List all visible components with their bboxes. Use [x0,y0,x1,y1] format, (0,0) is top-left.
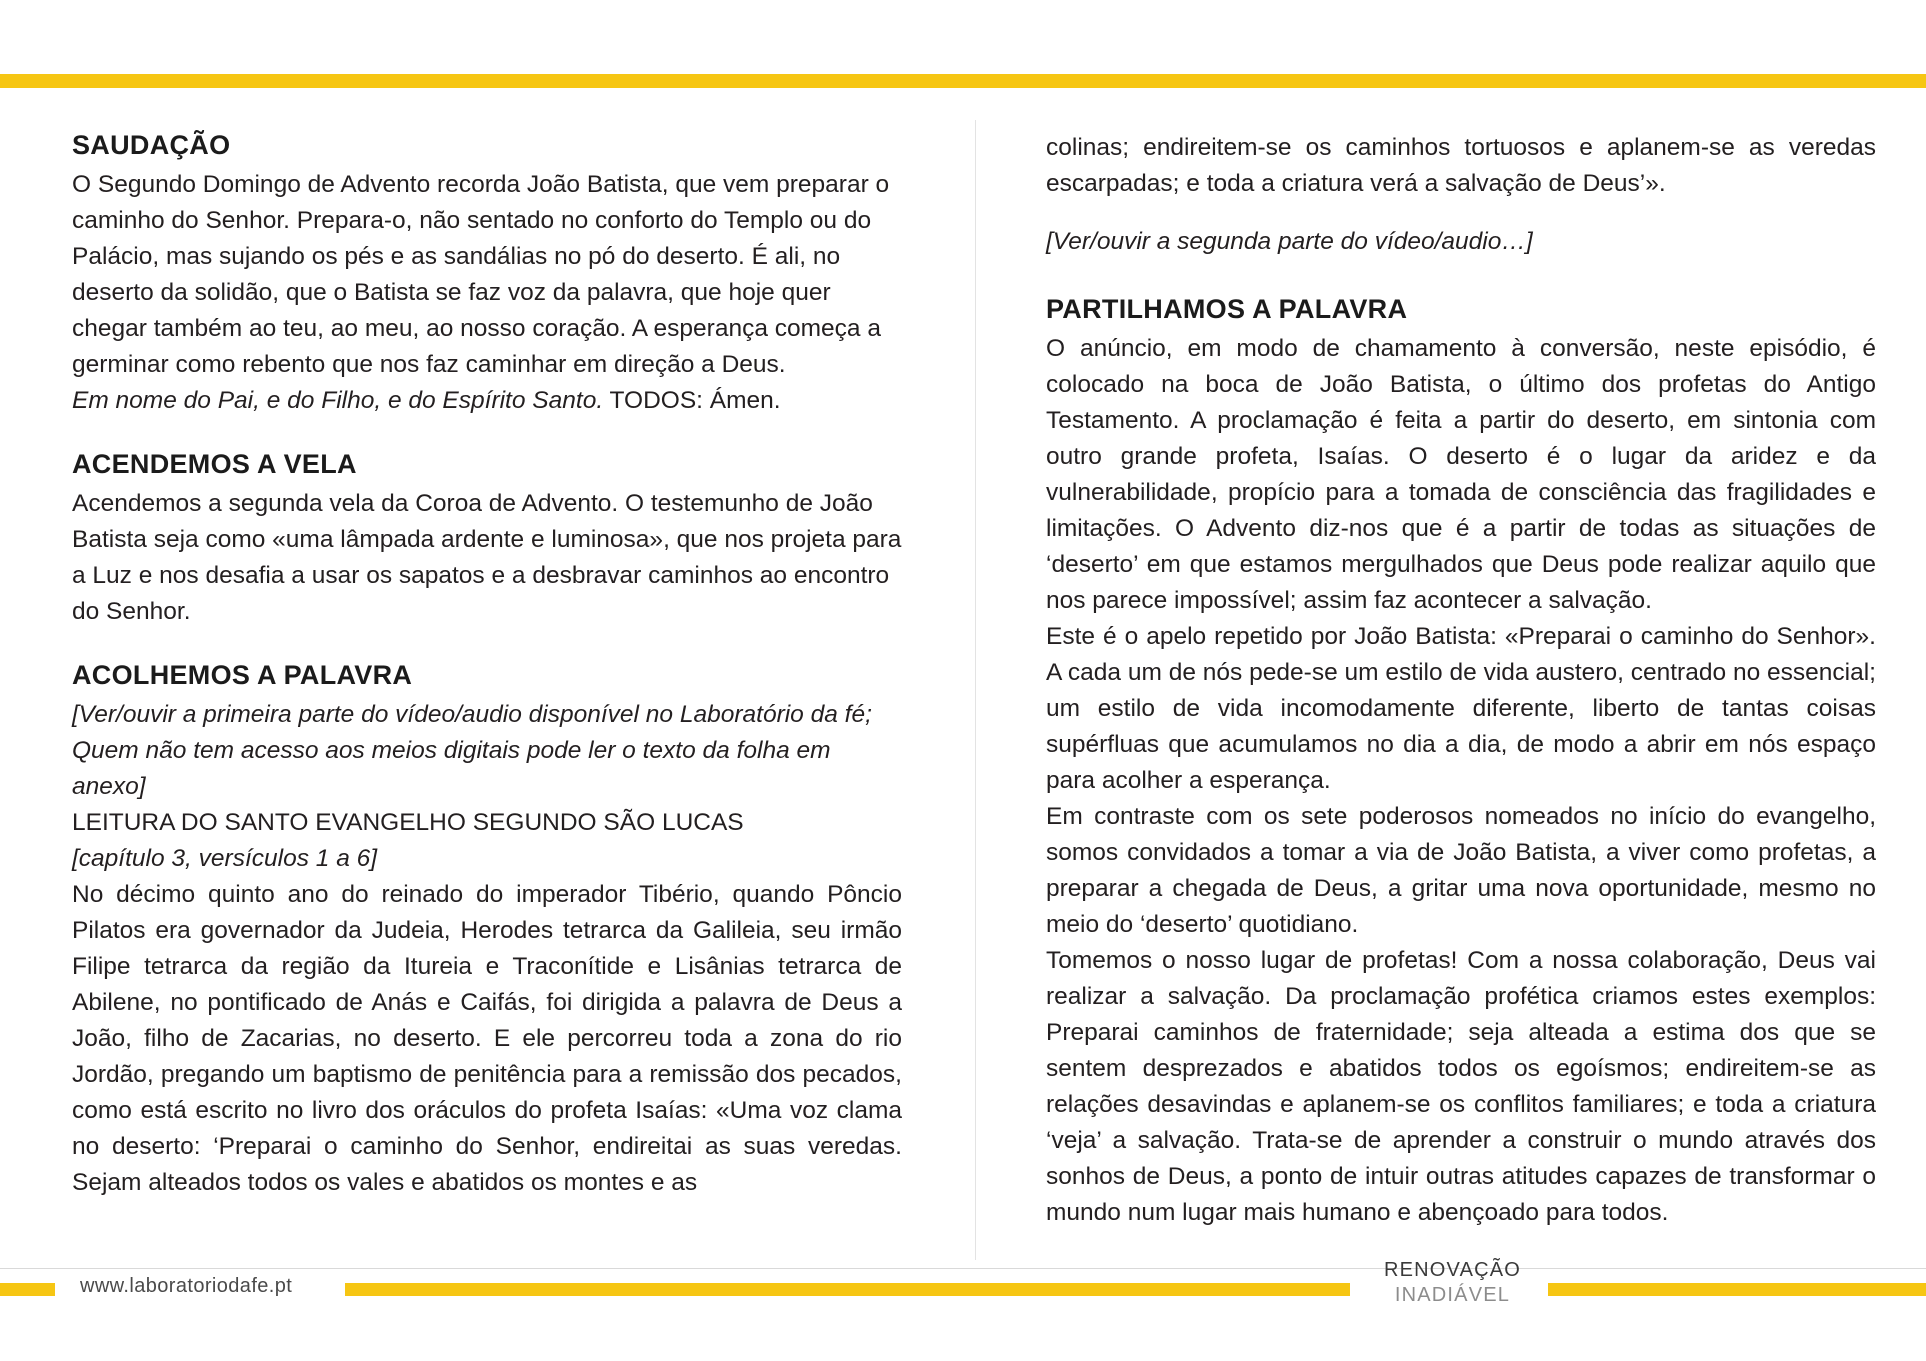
section-title-acolhemos-a-palavra: ACOLHEMOS A PALAVRA [72,660,413,690]
footer-logo [1370,1258,1535,1308]
reading-reference: [capítulo 3, versículos 1 a 6] [72,845,378,872]
reading-continuation-text: colinas; endireitem-se os caminhos tortuosos e aplanem-se as veredas escarpadas; e toda a criatura verá a salvação de Deus’». [1046,134,1876,197]
partilhamos-paragraph-3: Em contraste com os sete poderosos nomeados no início do evangelho, somos convidados a tomar a via de João Batista, a viver como profetas, a preparar a chegada de Deus, a gritar uma nova oportunidade, mesmo no meio do ‘deserto’ quotidiano. [1046,803,1876,938]
right-column [1046,130,1876,1261]
saudacao-paragraph: O Segundo Domingo de Advento recorda João Batista, que vem preparar o caminho do Senhor. Prepara-o, não sentado no conforto do Templo ou do Palácio, mas sujando os pés e as sandálias no pó do deserto. É ali, no deserto da solidão, que o Batista se faz voz da palavra, que hoje quer chegar também ao teu, ao meu, ao nosso coração. A esperança começa a germinar como rebento que nos faz caminhar em direção a Deus. [72,171,890,378]
section-acendemos-a-vela [72,449,902,630]
acolhemos-note-line-1: [Ver/ouvir a primeira parte do vídeo/audio disponível no Laboratório da fé; [72,701,872,728]
section-title-partilhamos-a-palavra: PARTILHAMOS A PALAVRA [1046,294,1408,324]
section-partilhamos-a-palavra [1046,294,1876,1231]
reading-continuation-block [1046,130,1876,260]
column-divider [975,120,976,1260]
saudacao-blessing-line [72,383,902,419]
footer-rule [0,1268,1926,1269]
saudacao-blessing-response: TODOS: Ámen. [603,387,781,414]
section-acolhemos-a-palavra [72,660,902,1201]
footer-website-url[interactable]: www.laboratoriodafe.pt [80,1275,293,1297]
reading-heading: LEITURA DO SANTO EVANGELHO SEGUNDO SÃO LUCAS [72,809,744,836]
footer-accent-bar-right [1548,1283,1926,1296]
section-title-acendemos-a-vela: ACENDEMOS A VELA [72,449,357,479]
section-title-saudacao: SAUDAÇÃO [72,130,231,160]
top-accent-bar [0,74,1926,88]
partilhamos-paragraph-4: Tomemos o nosso lugar de profetas! Com a nossa colaboração, Deus vai realizar a salvação. Da proclamação profética criamos estes exemplos: Preparai caminhos de fraternidade; seja alteada a estima dos que se sentem desprezados e abatidos todos os egoísmos; endireitem-se as relações desavindas e aplanem-se os conflitos familiares; e toda a criatura ‘veja’ a salvação. Trata-se de aprender a construir o mundo através dos sonhos de Deus, a ponto de intuir outras atitudes capazes de transformar o mundo num lugar mais humano e abençoado para todos. [1046,947,1876,1226]
saudacao-blessing-italic: Em nome do Pai, e do Filho, e do Espírito Santo. [72,387,604,414]
footer-accent-bar-middle [345,1283,1350,1296]
acolhemos-note-line-2: Quem não tem acesso aos meios digitais pode ler o texto da folha em anexo] [72,737,831,800]
partilhamos-paragraph-2: Este é o apelo repetido por João Batista: «Preparai o caminho do Senhor». A cada um de nós pede-se um estilo de vida austero, centrado no essencial; um estilo de vida incomodamente diferente, liberto de tantas coisas supérfluas que acumulamos no dia a dia, de modo a abrir em nós espaço para acolher a esperança. [1046,623,1876,794]
reading-text: No décimo quinto ano do reinado do imperador Tibério, quando Pôncio Pilatos era governador da Judeia, Herodes tetrarca da Galileia, seu irmão Filipe tetrarca da região da Itureia e Traconítide e Lisânias tetrarca de Abilene, no pontificado de Anás e Caifás, foi dirigida a palavra de Deus a João, filho de Zacarias, no deserto. E ele percorreu toda a zona do rio Jordão, pregando um baptismo de penitência para a remissão dos pecados, como está escrito no livro dos oráculos do profeta Isaías: «Uma voz clama no deserto: ‘Preparai o caminho do Senhor, endireitai as suas veredas. Sejam alteados todos os vales e abatidos os montes e as [72,881,902,1196]
footer-logo-line-1: RENOVAÇÃO [1383,1259,1522,1281]
footer-logo-line-2: INADIÁVEL [1394,1284,1511,1306]
video-note: [Ver/ouvir a segunda parte do vídeo/audio…] [1046,228,1533,255]
section-saudacao [72,130,902,419]
footer-accent-bar-left [0,1283,55,1296]
acendemos-paragraph: Acendemos a segunda vela da Coroa de Advento. O testemunho de João Batista seja como «uma lâmpada ardente e luminosa», que nos projeta para a Luz e nos desafia a usar os sapatos e a desbravar caminhos ao encontro do Senhor. [72,490,902,625]
left-column [72,130,902,1231]
partilhamos-paragraph-1: O anúncio, em modo de chamamento à conversão, neste episódio, é colocado na boca de João Batista, o último dos profetas do Antigo Testamento. A proclamação é feita a partir do deserto, em sintonia com outro grande profeta, Isaías. O deserto é o lugar da aridez e da vulnerabilidade, propício para a tomada de consciência das fragilidades e limitações. O Advento diz-nos que é a partir de todas as situações de ‘deserto’ em que estamos mergulhados que Deus pode realizar aquilo que nos parece impossível; assim faz acontecer a salvação. [1046,335,1876,614]
